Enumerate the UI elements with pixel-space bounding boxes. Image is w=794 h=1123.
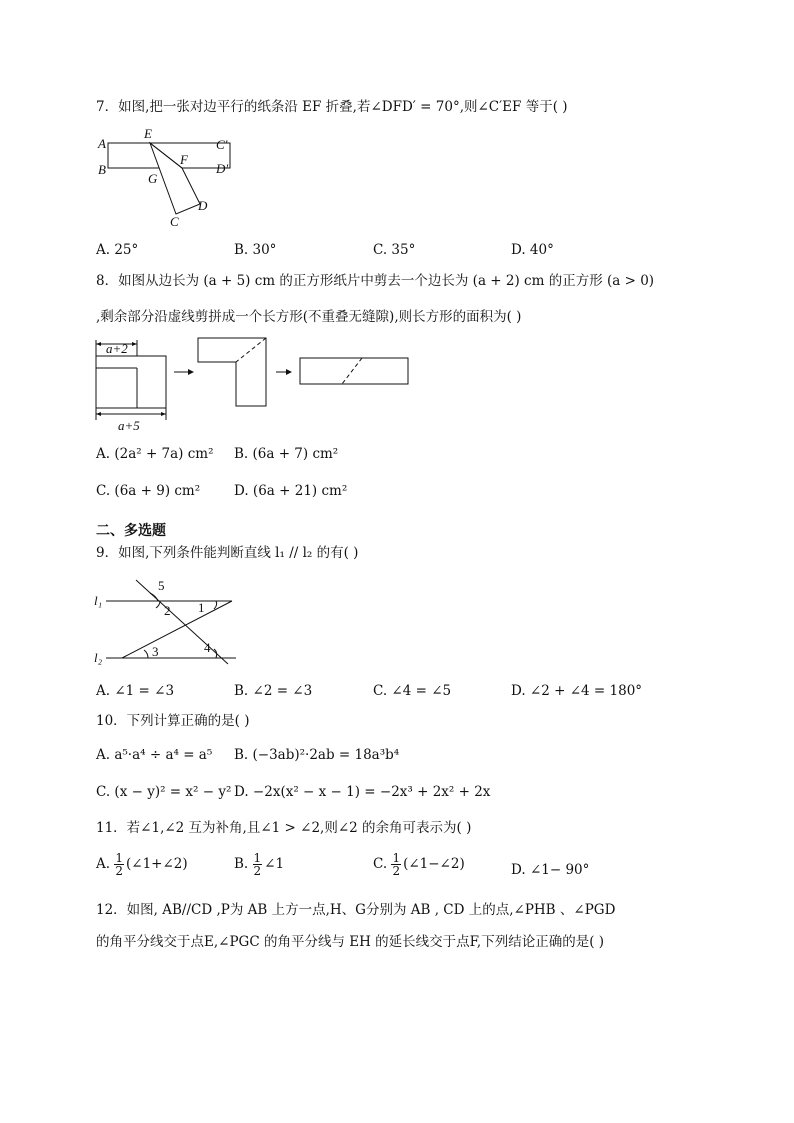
- q11-option-a[interactable]: [96, 852, 188, 877]
- label-C: C: [170, 214, 179, 229]
- label-a-plus-2: a+2: [106, 341, 128, 356]
- q8-stem-line1: 8．如图从边长为 (a + 5) cm 的正方形纸片中剪去一个边长为 (a + 2) cm 的正方形 (a > 0): [96, 273, 655, 289]
- fraction: $\frac{1}{2}$: [392, 851, 401, 878]
- label-a-plus-5: a+5: [118, 418, 140, 433]
- label-l1: l₁: [94, 593, 103, 608]
- fraction: $\frac{1}{2}$: [115, 851, 123, 878]
- angle-4-label: 4: [204, 640, 211, 655]
- q8-square-cut-figure: [92, 334, 412, 434]
- q9-option-a[interactable]: A. ∠1 = ∠3: [96, 683, 175, 699]
- q9-option-b[interactable]: B. ∠2 = ∠3: [234, 683, 313, 699]
- q10-option-b[interactable]: B. (−3ab)²·2ab = 18a³b⁴: [234, 747, 400, 763]
- label-C1: C′: [216, 137, 228, 152]
- label-l2: l₂: [94, 650, 103, 665]
- q9-option-c[interactable]: C. ∠4 = ∠5: [373, 683, 452, 699]
- q10-option-d[interactable]: D. −2x(x² − x − 1) = −2x³ + 2x² + 2x: [234, 784, 491, 800]
- q9-parallel-lines-figure: [92, 574, 242, 666]
- q7-stem: 7．如图,把一张对边平行的纸条沿 EF 折叠,若∠DFD′ = 70°,则∠C′EF 等于( ): [96, 99, 568, 115]
- label-G: G: [148, 171, 158, 186]
- q10-stem: 10．下列计算正确的是( ): [96, 713, 250, 729]
- label-F: F: [180, 152, 188, 167]
- angle-5-label: 5: [158, 578, 165, 593]
- section-title: 二、多选题: [96, 523, 166, 539]
- q11-option-c[interactable]: [373, 852, 465, 877]
- q9-option-d[interactable]: D. ∠2 + ∠4 = 180°: [511, 683, 643, 699]
- label-E: E: [144, 126, 152, 141]
- q11-option-b[interactable]: [234, 852, 284, 877]
- option-text: (∠1−∠2): [403, 856, 465, 872]
- angle-3-label: 3: [152, 644, 159, 659]
- label-B: B: [98, 162, 106, 177]
- q7-option-c[interactable]: C. 35°: [373, 242, 416, 258]
- q8-option-a[interactable]: A. (2a² + 7a) cm²: [96, 446, 214, 462]
- q9-stem: 9．如图,下列条件能判断直线 l₁ // l₂ 的有( ): [96, 545, 359, 561]
- q7-option-d[interactable]: D. 40°: [511, 242, 554, 258]
- q7-option-a[interactable]: A. 25°: [96, 242, 139, 258]
- q11-option-d[interactable]: [511, 860, 589, 880]
- option-text: (∠1+∠2): [125, 856, 188, 872]
- option-prefix: A.: [96, 856, 111, 872]
- q11-stem: 11．若∠1,∠2 互为补角,且∠1 > ∠2,则∠2 的余角可表示为( ): [96, 820, 472, 836]
- q10-option-c[interactable]: C. (x − y)² = x² − y²: [96, 784, 232, 800]
- option-prefix: C.: [373, 856, 388, 872]
- folded-part: [150, 143, 200, 214]
- q12-stem-line2: 的角平分线交于点E,∠PGC 的角平分线与 EH 的延长线交于点F,下列结论正确的是( ): [96, 934, 605, 950]
- option-prefix: B.: [234, 856, 249, 872]
- q8-option-b[interactable]: B. (6a + 7) cm²: [234, 446, 339, 462]
- q7-folded-strip-figure: [92, 126, 252, 231]
- option-text: ∠1: [264, 856, 285, 872]
- q8-stem-line2: ,剩余部分沿虚线剪拼成一个长方形(不重叠无缝隙),则长方形的面积为( ): [96, 309, 522, 325]
- angle-2-label: 2: [164, 603, 171, 618]
- option-text: ∠1− 90°: [529, 862, 590, 878]
- angle-1-label: 1: [198, 600, 205, 615]
- q12-stem-line1: 12．如图, AB//CD ,P为 AB 上方一点,H、G分别为 AB , CD 上的点,∠PHB 、∠PGD: [96, 902, 616, 918]
- label-A: A: [98, 136, 106, 151]
- q7-option-b[interactable]: B. 30°: [234, 242, 277, 258]
- label-D1: D′: [216, 161, 229, 176]
- q8-option-c[interactable]: C. (6a + 9) cm²: [96, 483, 201, 499]
- q10-option-a[interactable]: A. a⁵·a⁴ ÷ a⁴ = a⁵: [96, 747, 213, 763]
- label-D: D: [198, 198, 208, 213]
- fraction: $\frac{1}{2}$: [253, 851, 262, 878]
- option-prefix: D.: [511, 862, 526, 878]
- q8-option-d[interactable]: D. (6a + 21) cm²: [234, 483, 348, 499]
